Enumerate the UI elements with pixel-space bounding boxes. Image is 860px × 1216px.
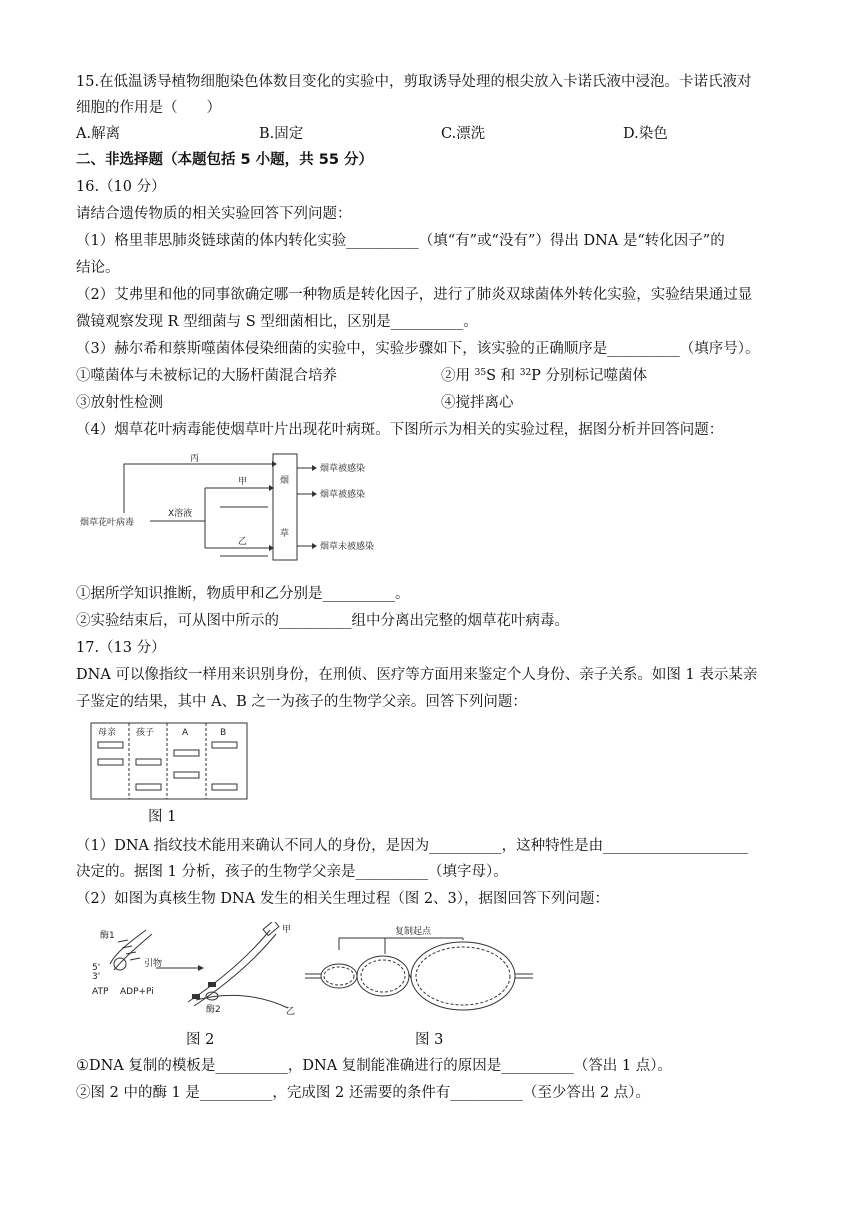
q17-sub2: ②图 2 中的酶 1 是__________，完成图 2 还需要的条件有__________（至少答出 2 点）。: [76, 1085, 651, 1101]
q16-header: 16.（10 分）: [76, 179, 166, 195]
label-tobacco-2: 草: [280, 529, 290, 539]
arrowhead-out1: [312, 465, 317, 471]
q17-sub1: ①DNA 复制的模板是__________，DNA 复制能准确进行的原因是__________（答出 1 点）。: [76, 1058, 672, 1074]
q15-stem-line1: 15.在低温诱导植物细胞染色体数目变化的实验中，剪取诱导处理的根尖放入卡诺氏液中浸泡。卡诺氏液对: [76, 74, 752, 90]
q16-step3: ③放射性检测: [76, 395, 163, 411]
q16-part3: （3）赫尔希和蔡斯噬菌体侵染细菌的实验中，实验步骤如下，该实验的正确顺序是__________（填序号）。: [76, 341, 760, 357]
bubble-large: [411, 942, 515, 1010]
lane-label-b: B: [220, 728, 227, 738]
lane-label-mother: 母亲: [98, 728, 117, 738]
q16-part4: （4）烟草花叶病毒能使烟草叶片出现花叶病斑。下图所示为相关的实验过程，据图分析并回答问题：: [76, 422, 724, 438]
q15-option-d: D.染色: [623, 126, 668, 142]
lane-label-a: A: [182, 728, 189, 738]
arrowhead-out3: [312, 543, 317, 549]
label-yi: 乙: [238, 537, 248, 547]
label-enzyme2: 酶2: [206, 1005, 221, 1015]
label-enzyme1: 酶1: [100, 931, 115, 941]
band-b-2: [212, 784, 237, 790]
band-a-1: [174, 750, 199, 756]
q16-sub2: ②实验结束后，可从图中所示的__________组中分离出完整的烟草花叶病毒。: [76, 613, 569, 629]
label-x-solution: X溶液: [168, 509, 193, 519]
q16-part1-line2: 结论。: [76, 260, 120, 276]
q17-part1-line2: 决定的。据图 1 分析，孩子的生物学父亲是__________（填字母）。: [76, 864, 508, 880]
q16-sub1: ①据所学知识推断，物质甲和乙分别是__________。: [76, 586, 410, 602]
fig2-replication-fork: [88, 922, 308, 1022]
q17-part2: （2）如图为真核生物 DNA 发生的相关生理过程（图 2、3），据图回答下列问题：: [76, 891, 610, 907]
bubble-small: [321, 964, 357, 988]
bubble-medium-inner: [361, 960, 405, 992]
label-out2: 烟草被感染: [320, 490, 366, 500]
lane-label-child: 孩子: [136, 728, 155, 738]
strand-jia-end: [263, 922, 279, 936]
label-out1: 烟草被感染: [320, 464, 366, 474]
q15-option-c: C.漂洗: [441, 126, 486, 142]
bubble-large-inner: [416, 947, 510, 1005]
band-b-1: [212, 742, 237, 748]
label-tobacco-1: 烟: [280, 476, 290, 486]
label-adp: ADP+Pi: [120, 987, 154, 997]
fig3-replication-origins: [303, 924, 535, 1022]
primer-arrowhead: [198, 965, 204, 971]
label-virus: 烟草花叶病毒: [80, 518, 135, 528]
fig2-caption: 图 2: [186, 1032, 215, 1048]
band-mother-1: [98, 742, 123, 748]
strand-jia: [188, 930, 270, 1002]
band-mother-2: [98, 759, 123, 765]
primer-block-2: [192, 994, 200, 999]
q16-step1: ①噬菌体与未被标记的大肠杆菌混合培养: [76, 368, 337, 384]
label-jia-strand: 甲: [282, 925, 292, 935]
label-jia: 甲: [238, 477, 248, 487]
q16-intro: 请结合遗传物质的相关实验回答下列问题：: [76, 206, 352, 222]
label-origin: 复制起点: [395, 927, 432, 937]
section-title: 二、非选择题（本题包括 5 小题，共 55 分）: [76, 152, 373, 168]
arrowhead-bing: [272, 461, 277, 467]
q16-part2-line2: 微镜观察发现 R 型细菌与 S 型细菌相比，区别是__________。: [76, 314, 478, 330]
label-5prime: 5': [92, 963, 101, 973]
tmv-experiment-diagram: [80, 450, 420, 565]
q15-stem-line2: 细胞的作用是（ ）: [76, 100, 221, 116]
band-child-1: [136, 759, 161, 765]
q17-part1-line1: （1）DNA 指纹技术能用来确认不同人的身份，是因为__________，这种特性是由____________________: [76, 838, 749, 854]
band-a-2: [174, 772, 199, 778]
q16-step2: ②用 $^{35}$S 和 $^{32}$P 分别标记噬菌体: [441, 368, 648, 384]
label-primer: 引物: [144, 959, 163, 969]
q16-step4: ④搅拌离心: [441, 395, 514, 411]
q16-part2-line1: （2）艾弗里和他的同事欲确定哪一种物质是转化因子，进行了肺炎双球菌体外转化实验，实验结果通过显: [76, 287, 753, 303]
label-bing: 丙: [190, 454, 200, 464]
arrowhead-out2: [312, 491, 317, 497]
fig3-caption: 图 3: [415, 1032, 444, 1048]
fig1-caption: 图 1: [148, 809, 177, 825]
q15-option-a: A.解离: [76, 126, 121, 142]
q16-part1-line1: （1）格里菲思肺炎链球菌的体内转化实验__________（填“有”或“没有”）得出 DNA 是“转化因子”的: [76, 233, 725, 249]
label-3prime: 3': [92, 972, 101, 982]
primer-block-1: [208, 982, 216, 987]
label-yi-strand: 乙: [286, 1007, 296, 1017]
q17-intro-line2: 子鉴定的结果，其中 A、B 之一为孩子的生物学父亲。回答下列问题：: [76, 694, 527, 710]
band-child-2: [136, 784, 161, 790]
bubble-medium: [357, 956, 409, 996]
label-out3: 烟草未被感染: [320, 542, 375, 552]
q17-header: 17.（13 分）: [76, 640, 166, 656]
tobacco-box: [273, 454, 297, 560]
bubble-small-inner: [324, 967, 354, 985]
q15-option-b: B.固定: [259, 126, 304, 142]
q17-intro-line1: DNA 可以像指纹一样用来识别身份，在刑侦、医疗等方面用来鉴定个人身份、亲子关系。如图 1 表示某亲: [76, 667, 758, 683]
label-atp: ATP: [92, 987, 109, 997]
fig1-dna-fingerprint: [90, 722, 250, 802]
